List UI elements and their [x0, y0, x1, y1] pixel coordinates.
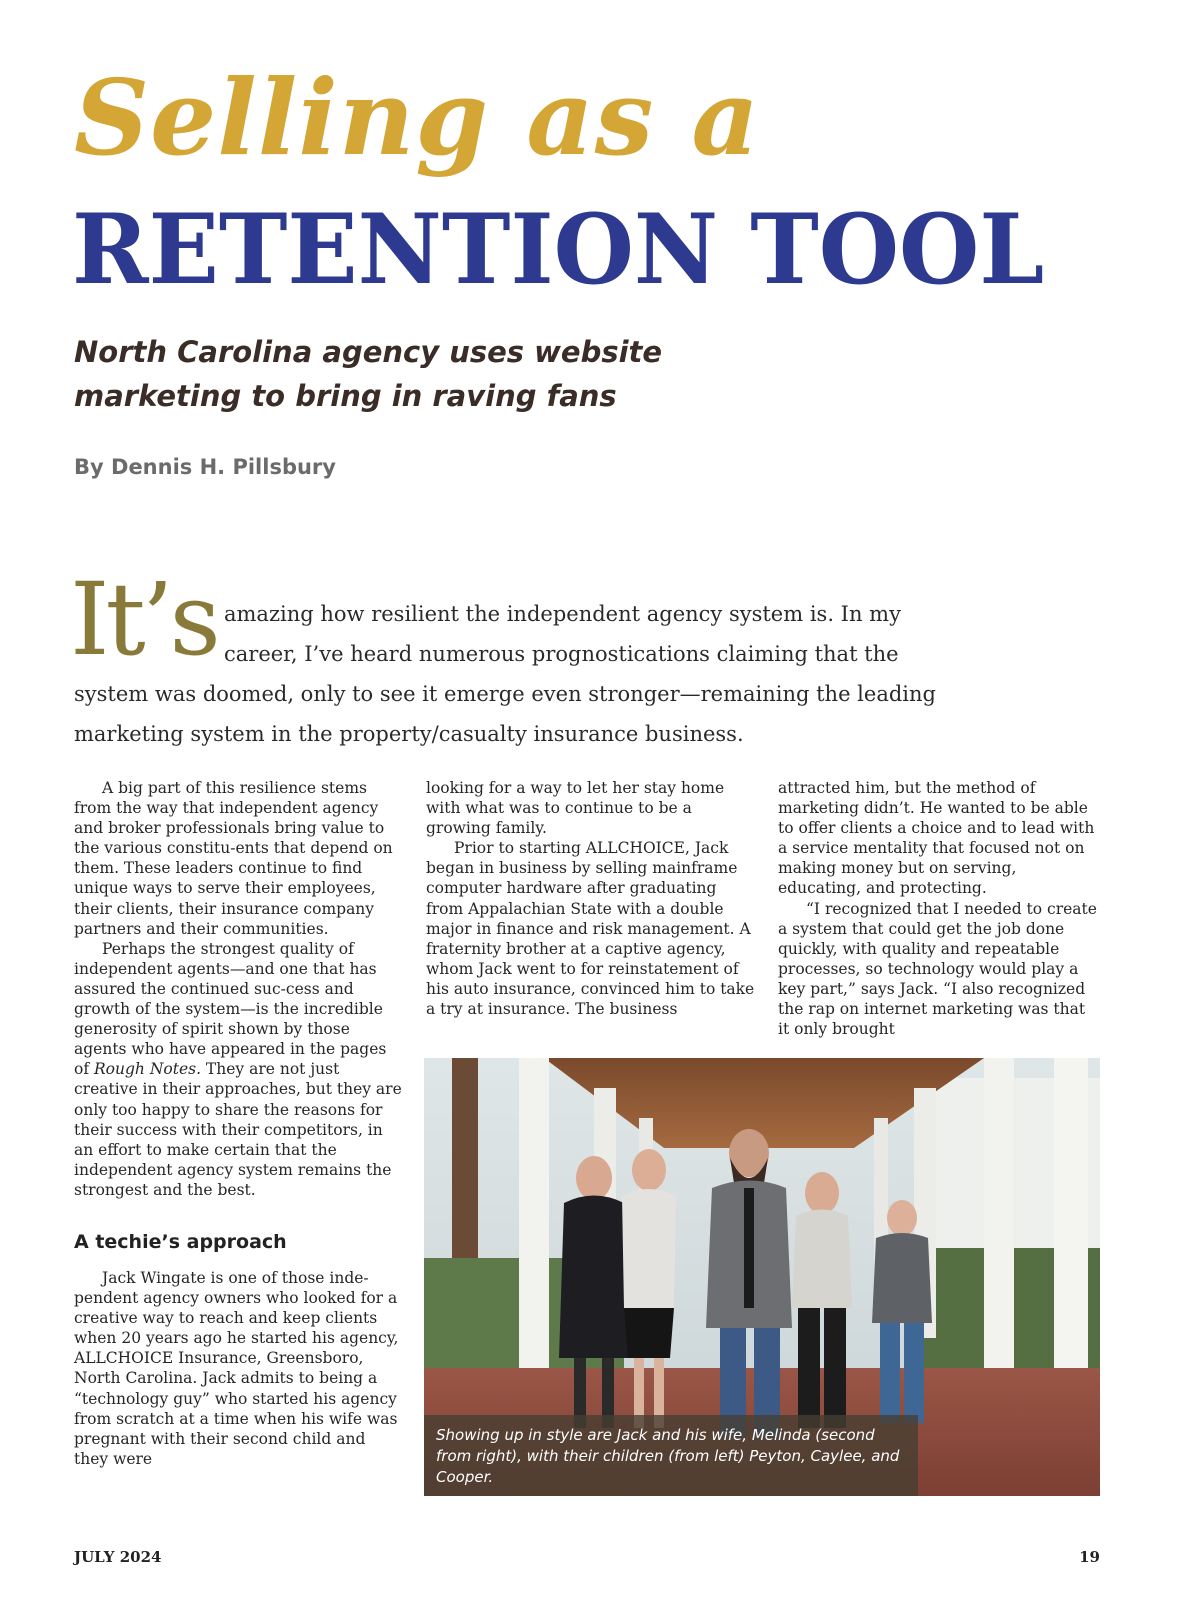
- col1-p2-text-a: Perhaps the strongest quality of independent agents—and one that has assured the continued suc-cess and growth of the system—is the incredible generosity of spirit shown by those agents who have appeared in the pages of: [74, 939, 387, 1079]
- lede-line-2: career, I’ve heard numerous prognostications claiming that the: [224, 642, 899, 666]
- family-photo: [424, 1058, 1100, 1496]
- lede-line-1: amazing how resilient the independent agency system is. In my: [224, 602, 901, 626]
- title-line-1: Selling as a: [74, 56, 760, 179]
- publication-name: Rough Notes.: [94, 1060, 201, 1079]
- lede-paragraph: [74, 594, 964, 754]
- col3-paragraph-1: attracted him, but the method of marketing didn’t. He wanted to be able to offer clients a choice and to lead with a service mentality that focused not on making money but on serving, educating, and protecting.: [778, 779, 1095, 898]
- body-column-3: [778, 778, 1100, 1039]
- col1-paragraph-3: Jack Wingate is one of those inde-pendent agency owners who looked for a creative way to reach and keep clients when 20 years ago he started his agency, ALLCHOICE Insurance, Greensboro, North Carolina. Jack admits to being a “technology guy” who started his agency from scratch at a time when his wife was pregnant with their second child and they were: [74, 1268, 399, 1468]
- col1-p2-text-b: They are not just creative in their approaches, but they are only too happy to share the reasons for their success with their competitors, in an effort to make certain that the independent agency system remains the strongest and the best.: [74, 1060, 402, 1199]
- col3-paragraph-2: “I recognized that I needed to create a system that could get the job done quickly, with quality and repeatable processes, so technology would play a key part,” says Jack. “I also recognized the rap on internet marketing was that it only brought: [778, 899, 1097, 1039]
- page-number: 19: [1079, 1548, 1100, 1566]
- article-deck: North Carolina agency uses website marketing to bring in raving fans: [74, 335, 663, 413]
- byline: By Dennis H. Pillsbury: [74, 455, 336, 479]
- body-column-1: [74, 778, 404, 1469]
- lede-rest: system was doomed, only to see it emerge even stronger—remaining the leading marketing system in the property/casualty insurance business.: [74, 682, 936, 746]
- title-line-2: RETENTION TOOL: [72, 193, 1045, 306]
- col2-paragraph-1: looking for a way to let her stay home with what was to continue to be a growing family.: [426, 779, 725, 838]
- col1-paragraph-2: [74, 939, 404, 1200]
- col2-paragraph-2: Prior to starting ALLCHOICE, Jack began in business by selling mainframe computer hardware after graduating from Appalachian State with a double major in finance and risk management. A fraternity brother at a captive agency, whom Jack went to for reinstatement of his auto insurance, convinced him to take a try at insurance. The business: [426, 839, 755, 1019]
- col1-paragraph-1: A big part of this resilience stems from the way that independent agency and broker professionals bring value to the various constitu-ents that depend on them. These leaders continue to find unique ways to serve their employees, their clients, their insurance company partners and their communities.: [74, 779, 393, 938]
- section-subhead: A techie’s approach: [74, 1230, 287, 1253]
- body-column-2: [426, 778, 756, 1019]
- photo-caption: Showing up in style are Jack and his wife, Melinda (second from right), with their children (from left) Peyton, Caylee, and Cooper.: [424, 1415, 918, 1496]
- drop-cap: It’s: [70, 561, 217, 678]
- footer-issue-date: JULY 2024: [74, 1548, 162, 1566]
